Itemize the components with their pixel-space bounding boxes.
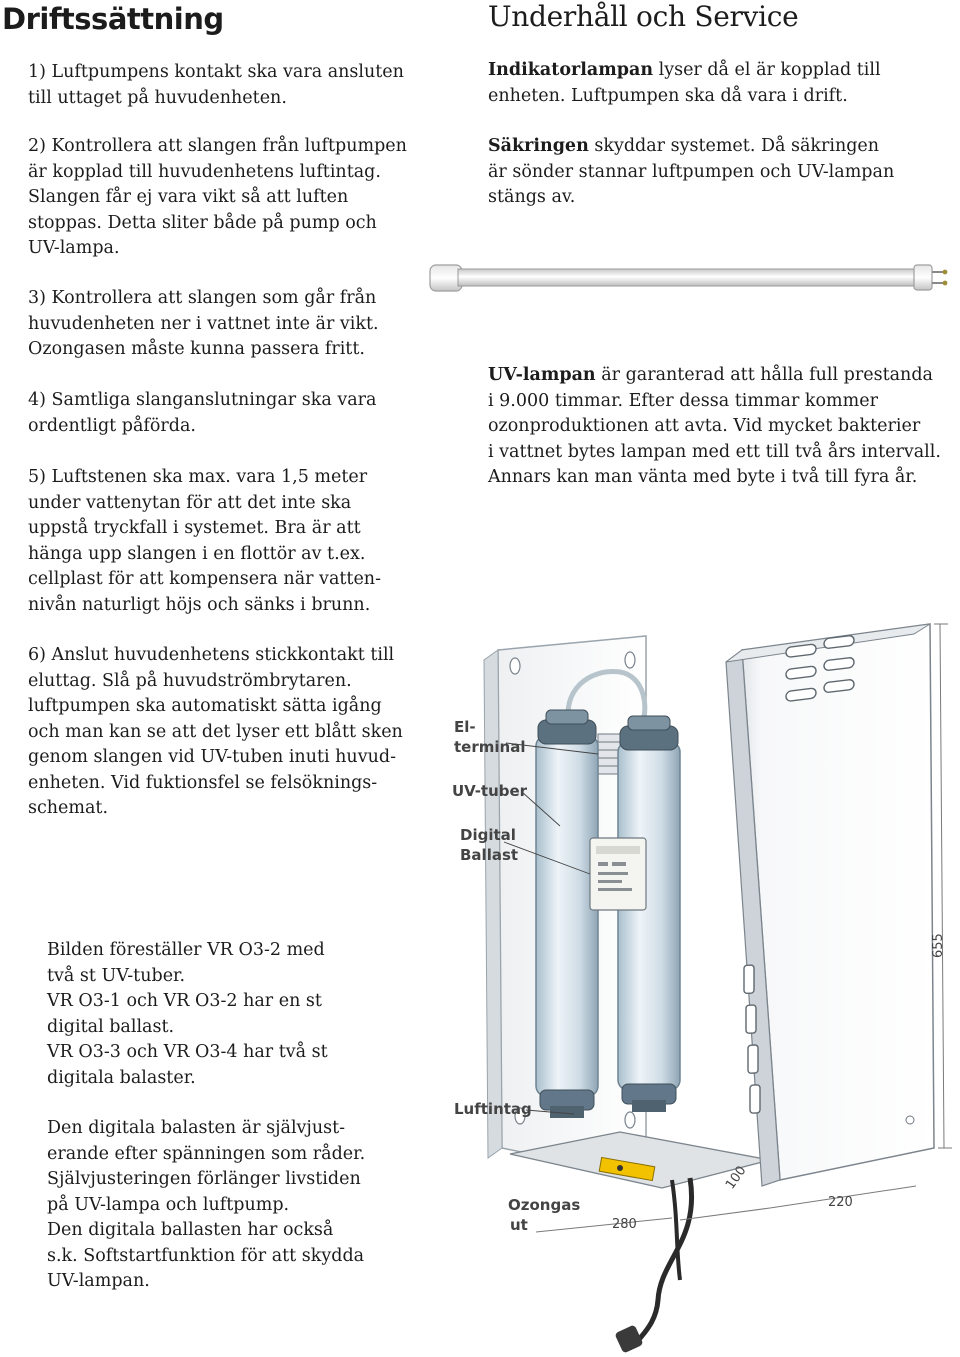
fuse-text: skyddar systemet. Då säkringen är sönder stannar luftpumpen och UV-lampan stängs av. [488, 136, 895, 207]
indicator-paragraph [488, 58, 881, 109]
label-el-terminal-2: terminal [454, 738, 526, 756]
cover-box [726, 624, 934, 1186]
label-ozongas-1: Ozongas [508, 1196, 581, 1214]
step-4: 4) Samtliga slanganslutningar ska vara ordentligt påförda. [28, 390, 377, 436]
uv-lamp-illustration [424, 256, 954, 298]
uv-lamp-text: är garanterad att hålla full prestanda i 9.000 timmar. Efter dessa timmar kommer ozonproduktionen att avta. Vid mycket bakterier i vattnet bytes lampan med ett till två års intervall. Annars kan man vänta med byte i två till fyra år. [488, 365, 941, 487]
power-plug [614, 1324, 643, 1353]
label-digital-1: Digital [460, 826, 516, 844]
dim-depth: 100 [722, 1163, 750, 1193]
indicator-text: lyser då el är kopplad till enheten. Luftpumpen ska då vara i drift. [488, 60, 881, 106]
power-cable [636, 1178, 692, 1344]
step-2: 2) Kontrollera att slangen från luftpumpen är kopplad till huvudenhetens luftintag. Slangen får ej vara vikt så att luften stoppas. Detta sliter både på pump och UV-lampa. [28, 136, 407, 258]
step-3: 3) Kontrollera att slangen som går från huvudenheten ner i vattnet inte är vikt. Ozongasen måste kunna passera fritt. [28, 288, 379, 359]
section-title-underhall: Underhåll och Service [488, 0, 799, 33]
ballast-note: Den digitala balasten är självjust- erande efter spänningen som råder. Självjusteringen förlänger livstiden på UV-lampa och luftpump. Den digitala ballasten har också s.k. Softstartfunktion för att skydda UV-lampan. [47, 1118, 366, 1291]
lamp-base [914, 265, 932, 290]
label-el-terminal-1: El- [454, 718, 476, 736]
label-digital-2: Ballast [460, 846, 519, 864]
indicator-term: Indikatorlampan [488, 60, 654, 80]
label-uv-tuber: UV-tuber [452, 782, 528, 800]
dim-box-width: 220 [828, 1195, 853, 1210]
uv-lamp-paragraph [488, 363, 941, 491]
lamp-end-cap [430, 265, 462, 291]
digital-ballast [590, 838, 646, 910]
step-5: 5) Luftstenen ska max. vara 1,5 meter under vattenytan för att det inte ska uppstå tryckfall i systemet. Bra är att hänga upp slangen i en flottör av t.ex. cellplast för att kompensera när vatten- nivån naturligt höjs och sänks i brunn. [28, 467, 381, 615]
uv-tube-1 [536, 710, 598, 1118]
label-luftintag: Luftintag [454, 1100, 532, 1118]
step-6: 6) Anslut huvudenhetens stickkontakt till eluttag. Slå på huvudströmbrytaren. luftpumpen ska automatiskt sätta igång och man kan se att det lyser ett blått sken genom slangen vid UV-tuben inuti huvud- enheten. Vid fuktionsfel se felsöknings- schemat. [28, 645, 403, 818]
step-1: 1) Luftpumpens kontakt ska vara ansluten till uttaget på huvudenheten. [28, 62, 404, 108]
unit-illustration [440, 620, 960, 1357]
figure-caption: Bilden föreställer VR O3-2 med två st UV-tuber. VR O3-1 och VR O3-2 har en st digital ballast. VR O3-3 och VR O3-4 har två st digitala balaster. [47, 940, 328, 1088]
section-title-driftssattning: Driftssättning [2, 2, 224, 36]
dim-height: 655 [931, 933, 946, 958]
fuse-term: Säkringen [488, 136, 589, 156]
fuse-paragraph [488, 134, 894, 211]
uv-lamp-term: UV-lampan [488, 365, 596, 385]
el-terminal-block [598, 734, 620, 774]
label-ozongas-2: ut [510, 1216, 528, 1234]
dim-base-width: 280 [612, 1217, 637, 1232]
uv-tube-2 [618, 716, 680, 1112]
lamp-tube [458, 269, 918, 286]
